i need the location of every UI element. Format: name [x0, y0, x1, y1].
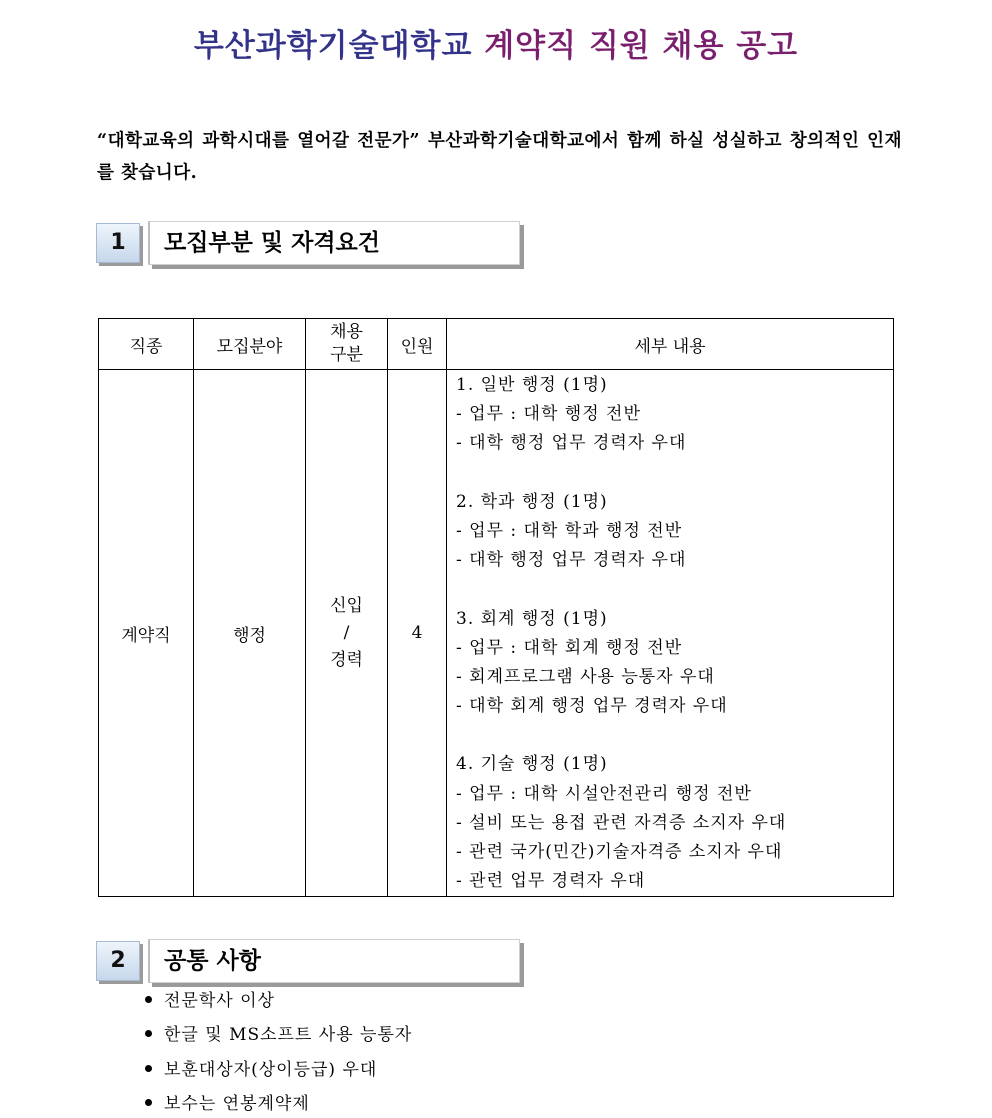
section-1-header — [96, 221, 526, 271]
detail-line: - 업무 : 대학 시설안전관리 행정 전반 — [456, 783, 752, 804]
bullet-icon — [145, 1099, 152, 1106]
section-1-number: 1 — [96, 223, 140, 263]
cell-hire-line1: 신입 — [330, 595, 363, 616]
detail-line: - 업무 : 대학 학과 행정 전반 — [456, 520, 683, 541]
table-row — [99, 370, 894, 897]
section-1-title: 모집부분 및 자격요건 — [148, 221, 520, 265]
bullet-icon — [145, 1065, 152, 1072]
bullet-icon — [145, 996, 152, 1003]
list-item-text: 한글 및 MS소프트 사용 능통자 — [164, 1025, 413, 1046]
header-details: 세부 내용 — [447, 319, 894, 370]
cell-count: 4 — [388, 370, 447, 897]
list-item — [145, 1053, 412, 1087]
list-item — [145, 1018, 412, 1052]
cell-hire-line3: 경력 — [330, 649, 363, 670]
list-item — [145, 984, 412, 1018]
list-item-text: 전문학사 이상 — [164, 991, 275, 1011]
header-field: 모집분야 — [194, 319, 306, 370]
page-title — [0, 20, 992, 65]
cell-details — [447, 370, 894, 897]
table-header-row — [99, 319, 894, 370]
title-university: 부산과학기술대학교 — [193, 28, 473, 64]
header-count: 인원 — [388, 319, 447, 370]
detail-spacer — [456, 575, 893, 604]
detail-line: 2. 학과 행정 (1명) — [456, 491, 608, 512]
list-item-text: 보훈대상자(상이등급) 우대 — [164, 1059, 378, 1080]
cell-hire-type — [306, 370, 388, 897]
intro-text: “대학교육의 과학시대를 열어갈 전문가” 부산과학기술대학교에서 함께 하실 성실하고 창의적인 인재를 찾습니다. — [97, 131, 902, 183]
list-item — [145, 1087, 412, 1118]
section-2-header — [96, 939, 526, 989]
detail-line: - 회계프로그램 사용 능통자 우대 — [456, 666, 715, 687]
common-requirements-list — [145, 984, 412, 1118]
bullet-icon — [145, 1030, 152, 1037]
detail-spacer — [456, 721, 893, 750]
detail-line: - 대학 회계 행정 업무 경력자 우대 — [456, 696, 728, 717]
cell-field: 행정 — [194, 370, 306, 897]
detail-line: - 대학 행정 업무 경력자 우대 — [456, 550, 687, 571]
detail-line: - 설비 또는 용접 관련 자격증 소지자 우대 — [456, 812, 787, 833]
header-hire-type — [306, 319, 388, 370]
cell-hire-line2: / — [343, 622, 350, 643]
detail-line: - 업무 : 대학 행정 전반 — [456, 404, 641, 425]
header-job-type: 직종 — [99, 319, 194, 370]
detail-line: - 관련 업무 경력자 우대 — [456, 871, 646, 892]
detail-line: - 업무 : 대학 회계 행정 전반 — [456, 637, 683, 658]
detail-spacer — [456, 459, 893, 488]
detail-line: - 관련 국가(민간)기술자격증 소지자 우대 — [456, 842, 783, 862]
detail-line: - 대학 행정 업무 경력자 우대 — [456, 433, 687, 454]
recruitment-table — [98, 318, 894, 897]
cell-job-type: 계약직 — [99, 370, 194, 897]
list-item-text: 보수는 연봉계약제 — [164, 1093, 310, 1114]
detail-line: 3. 회계 행정 (1명) — [456, 608, 608, 629]
header-hire-line1: 채용 — [330, 322, 363, 342]
header-hire-line2: 구분 — [330, 345, 363, 365]
detail-line: 4. 기술 행정 (1명) — [456, 754, 608, 775]
section-2-number: 2 — [96, 941, 140, 981]
title-notice: 계약직 직원 채용 공고 — [484, 28, 799, 64]
detail-line: 1. 일반 행정 (1명) — [456, 375, 608, 395]
section-2-title: 공통 사항 — [148, 939, 520, 983]
